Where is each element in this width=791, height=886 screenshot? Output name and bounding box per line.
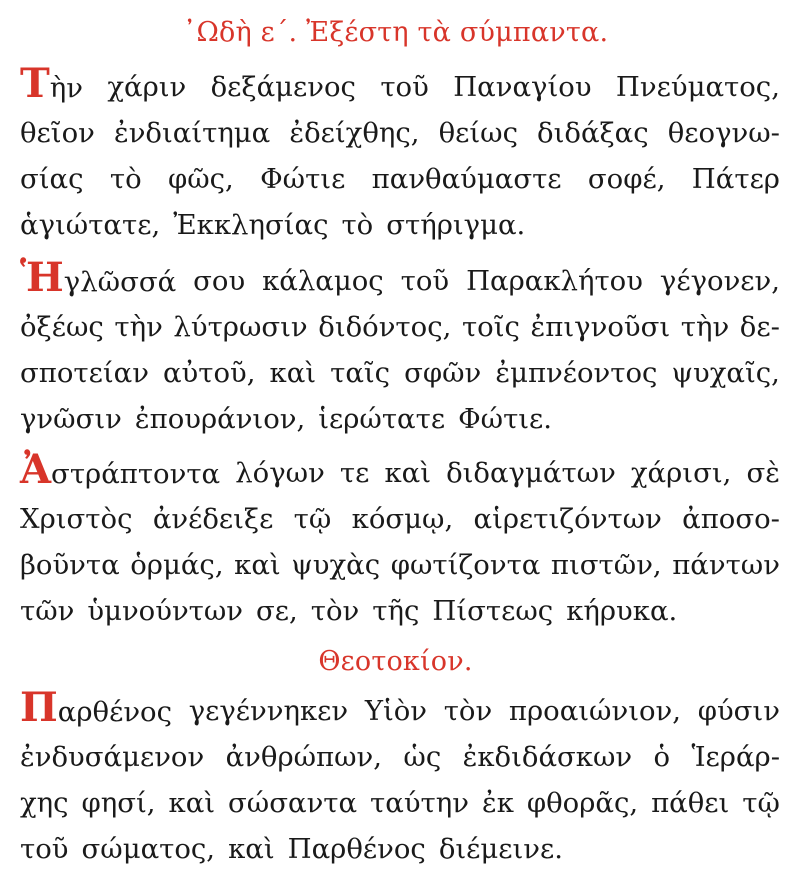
word: γεγέννηκεν — [188, 695, 349, 727]
word: ἐπιγνοῦσι — [530, 311, 671, 343]
word: διδόντος, — [318, 311, 452, 343]
word: διέμεινε. — [438, 833, 564, 865]
word: σου — [193, 265, 246, 297]
word: τοῦ — [20, 833, 69, 865]
word: Ἐκκλησίας — [173, 209, 329, 241]
word: ἐκ — [481, 787, 514, 819]
word: αὐτοῦ, — [162, 357, 256, 389]
word: γέγονεν, — [659, 265, 780, 297]
word: χης — [20, 787, 69, 819]
word: ψυχὰς — [291, 549, 381, 581]
word: πανθαύμαστε — [371, 163, 562, 195]
word: Ἀστράπτοντα — [20, 446, 221, 493]
word: κόσμῳ, — [351, 503, 454, 535]
word: διδαγμάτων — [446, 457, 616, 489]
word: ἀποσο- — [682, 503, 780, 535]
word: Υἱὸν — [364, 695, 428, 727]
word: ἐνδυσάμενον — [20, 741, 205, 773]
ode-heading: ᾿Ωδὴ ε΄. Ἐξέστη τὰ σύμπαντα. — [182, 17, 609, 48]
drop-initial: Π — [20, 684, 58, 731]
word: ὡς — [403, 741, 442, 773]
word: σοφέ, — [587, 163, 666, 195]
text-line — [20, 110, 780, 156]
word: φύσιν — [697, 695, 780, 727]
word: χάριν — [107, 71, 187, 103]
word: αἱρετιζόντων — [473, 503, 662, 535]
word: τοῖς — [461, 311, 520, 343]
word: χάρισι, — [630, 457, 732, 489]
word: τὸ — [341, 209, 374, 241]
word: ἐνδιαίτημα — [113, 117, 271, 149]
word: τὴν — [114, 311, 163, 343]
word: Τὴν — [20, 60, 83, 107]
text-line — [20, 350, 780, 396]
word: φθορᾶς, — [526, 787, 639, 819]
word: Πίστεως — [432, 595, 554, 627]
theotokion-heading: Θεοτοκίον. — [318, 646, 473, 677]
word: τὴν — [680, 311, 730, 343]
word: Ἡγλῶσσά — [20, 254, 177, 301]
word: ἐδείχθης, — [289, 117, 420, 149]
word: γνῶσιν — [20, 403, 122, 435]
word: τὸ — [109, 163, 142, 195]
word: καὶ — [384, 457, 431, 489]
text-line — [20, 826, 780, 872]
word: ἐμπνέοντος — [495, 357, 658, 389]
word: σίας — [20, 163, 84, 195]
word: τὸν — [443, 695, 493, 727]
word: τῷ — [293, 503, 332, 535]
word: τοῦ — [400, 265, 450, 297]
word: διδάξας — [537, 117, 649, 149]
word: λόγων — [235, 457, 325, 489]
troparion-1 — [20, 60, 780, 248]
word: ἐπουράνιον, — [134, 403, 306, 435]
troparion-3 — [20, 446, 780, 634]
word: θεῖον — [20, 117, 95, 149]
word: θείως — [438, 117, 518, 149]
word: ὀξέως — [20, 311, 104, 343]
word: Παρθένος — [20, 684, 172, 731]
word: Ἱεράρ- — [691, 741, 780, 773]
drop-initial: Τ — [20, 60, 50, 107]
word: ἐκδιδάσκων — [462, 741, 633, 773]
word: τῶν — [20, 595, 75, 627]
word: σε, — [256, 595, 298, 627]
word: καὶ — [228, 833, 275, 865]
text-line — [20, 684, 780, 734]
text-line — [20, 588, 780, 634]
text-line — [20, 202, 780, 248]
word: δε- — [739, 311, 780, 343]
text-line — [20, 304, 780, 350]
word: κάλαμος — [262, 265, 384, 297]
word: Χριστὸς — [20, 503, 133, 535]
word: ὑμνούντων — [87, 595, 244, 627]
word: ταῖς — [330, 357, 391, 389]
word: ἱερώτατε — [318, 403, 446, 435]
word: φωτίζοντα — [390, 549, 541, 581]
text-line — [20, 496, 780, 542]
text-line — [20, 396, 780, 442]
word: λύτρωσιν — [173, 311, 308, 343]
word: ἀνθρώπων, — [225, 741, 382, 773]
drop-initial: Ἡ — [20, 254, 64, 301]
word: τῆς — [372, 595, 420, 627]
text-line — [20, 446, 780, 496]
word: σποτείαν — [20, 357, 149, 389]
word: στήριγμα. — [386, 209, 526, 241]
word: Παναγίου — [453, 71, 592, 103]
word: σώσαντα — [228, 787, 358, 819]
word: κήρυκα. — [566, 595, 678, 627]
word: βοῦντα — [20, 549, 120, 581]
word: φησί, — [81, 787, 156, 819]
word: ὁ — [653, 741, 671, 773]
word: Παρακλήτου — [466, 265, 643, 297]
text-line — [20, 780, 780, 826]
word: τοῦ — [380, 71, 429, 103]
word: θεογνω- — [667, 117, 780, 149]
word: τε — [339, 457, 370, 489]
word: πάντων — [672, 549, 780, 581]
word: ἀνέδειξε — [152, 503, 274, 535]
theotokion-text — [20, 684, 780, 872]
word: σφῶν — [404, 357, 482, 389]
word: καὶ — [234, 549, 281, 581]
word: Πάτερ — [691, 163, 780, 195]
word: ἁγιώτατε, — [20, 209, 161, 241]
text-line — [20, 542, 780, 588]
text-line — [20, 60, 780, 110]
text-line — [20, 734, 780, 780]
word: Παρθένος — [287, 833, 426, 865]
word: καὶ — [269, 357, 317, 389]
word: Φώτιε. — [458, 403, 553, 435]
word: ὁρμάς, — [130, 549, 224, 581]
word: φῶς, — [167, 163, 234, 195]
word: προαιώνιον, — [508, 695, 681, 727]
word: Πνεύματος, — [615, 71, 780, 103]
text-line — [20, 156, 780, 202]
drop-initial: Ἀ — [20, 446, 52, 493]
word: σώματος, — [81, 833, 216, 865]
word: πάθει — [651, 787, 730, 819]
word: σὲ — [746, 457, 780, 489]
word: ψυχαῖς, — [671, 357, 780, 389]
word: τῷ — [742, 787, 780, 819]
troparion-2 — [20, 254, 780, 442]
word: καὶ — [168, 787, 216, 819]
text-line — [20, 254, 780, 304]
word: δεξάμενος — [210, 71, 356, 103]
word: ταύτην — [370, 787, 469, 819]
word: πιστῶν, — [550, 549, 662, 581]
word: Φώτιε — [260, 163, 346, 195]
word: τὸν — [310, 595, 360, 627]
